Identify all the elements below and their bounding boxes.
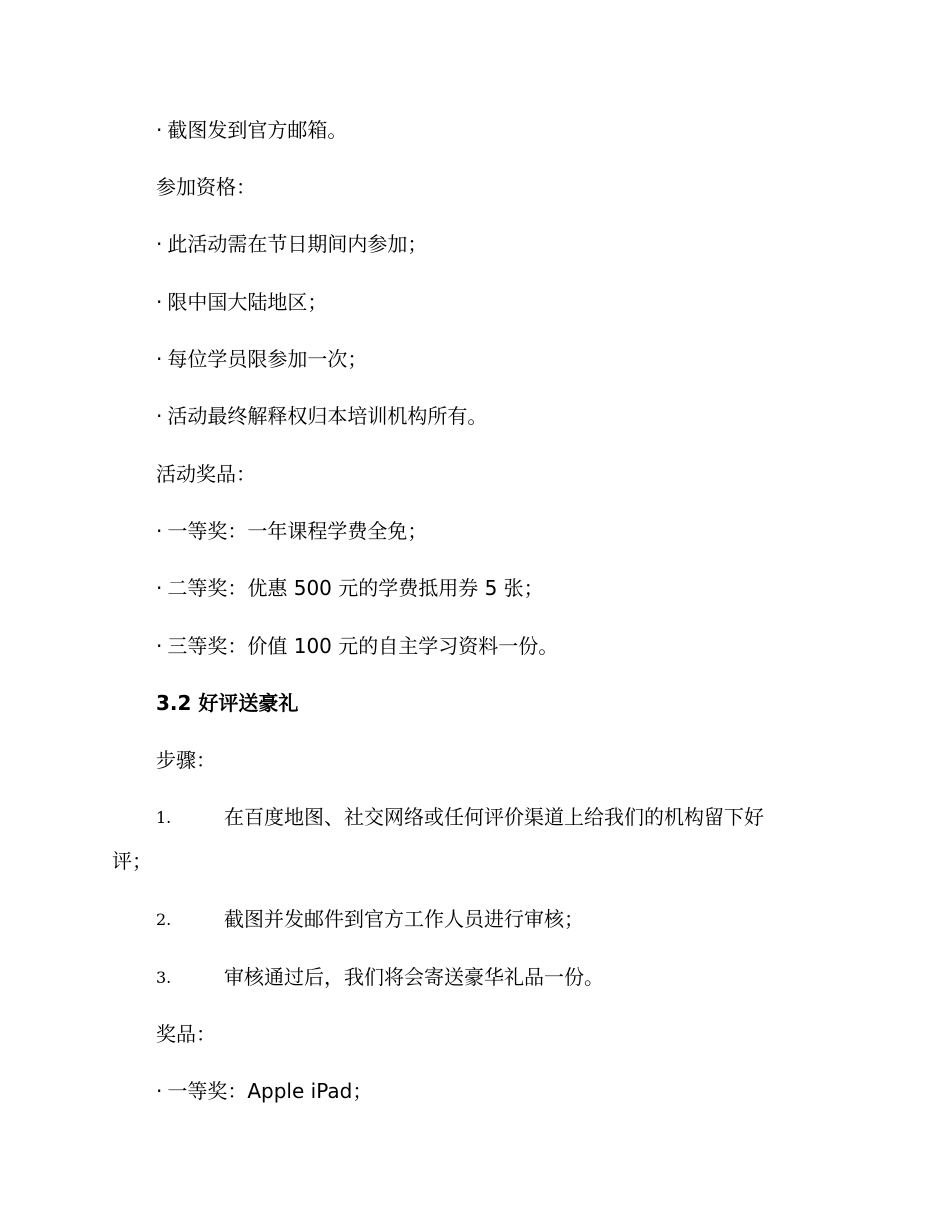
list-item [156,230,427,258]
item-text: 截图并发邮件到官方工作人员进行审核； [224,907,584,931]
item-text-continued: 评； [112,849,152,873]
item-number: 1. [156,808,172,827]
list-item-text: 二等奖：优惠 500 元的学费抵用券 5 张； [167,576,544,600]
item-number: 2. [156,910,172,929]
bullet-dot: · [156,347,163,371]
bullet-dot: · [156,290,163,314]
steps-label: 步骤： [156,748,216,772]
list-item-text: 活动最终解释权归本培训机构所有。 [167,404,488,428]
list-item [156,517,427,545]
item-number: 3. [156,968,172,987]
list-item-text: 三等奖：价值 100 元的自主学习资料一份。 [167,634,559,658]
list-item [156,288,327,316]
list-item-text: 截图发到官方邮箱。 [167,118,348,142]
bullet-dot: · [156,519,163,543]
list-item-text: 一等奖：Apple iPad； [167,1079,373,1103]
bullet-dot: · [156,1079,163,1103]
list-item [156,574,544,602]
list-item-text: 每位学员限参加一次； [167,347,368,371]
bullet-dot: · [156,404,163,428]
list-item [156,1077,372,1105]
list-item-text: 一等奖：一年课程学费全免； [167,519,428,543]
list-item [156,116,347,144]
list-item-text: 此活动需在节日期间内参加； [167,232,428,256]
bullet-dot: · [156,232,163,256]
prizes-label: 活动奖品： [156,462,256,486]
prize-label: 奖品： [156,1022,216,1046]
item-text: 在百度地图、社交网络或任何评价渠道上给我们的机构留下好 [224,805,764,829]
section-heading: 3.2 好评送豪礼 [156,691,299,715]
list-item [156,632,558,660]
bullet-dot: · [156,576,163,600]
list-item [156,402,487,430]
list-item-text: 限中国大陆地区； [167,290,328,314]
bullet-dot: · [156,634,163,658]
item-text: 审核通过后，我们将会寄送豪华礼品一份。 [224,965,604,989]
list-item [156,345,367,373]
bullet-dot: · [156,118,163,142]
qualification-label: 参加资格： [156,175,256,199]
